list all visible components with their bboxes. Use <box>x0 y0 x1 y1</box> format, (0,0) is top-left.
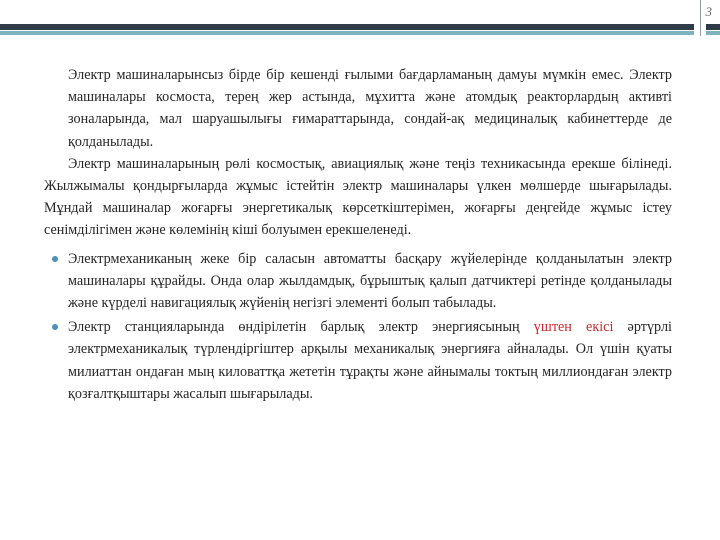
paragraph-intro: Электр машиналарынсыз бірде бір кешенді ғылыми бағдарламаның дамуы мүмкін емес. Электр машиналары космоста, терең жер астында, мұхитта және атомдық реакторлардың активті зоналарында, мал шаруашылығы ғимараттарында, сондай-ақ медициналық кабинеттерде де қолданылады. <box>68 67 672 150</box>
page-number: 3 <box>705 4 712 19</box>
header-divider <box>700 0 701 36</box>
bullet-icon <box>52 324 58 330</box>
slide-body <box>44 64 672 407</box>
header-accent-bar <box>0 31 694 35</box>
bullet-text-start: Электр станцияларында өндірілетін барлық электр энергиясының <box>68 319 534 336</box>
header-corner-accent <box>706 31 720 35</box>
bullet-item <box>44 248 672 315</box>
highlighted-text: үштен екісі <box>533 319 614 336</box>
bullet-list <box>44 248 672 405</box>
header-bar <box>0 24 694 30</box>
bullet-icon <box>52 256 58 262</box>
bullet-item <box>44 316 672 405</box>
header-corner-bar <box>706 24 720 30</box>
bullet-text: Электрмеханиканың жеке бір саласын автоматты басқару жүйелерінде қолданылатын электр машиналары құрайды. Онда олар жылдамдық, бұрыштық қалып датчиктері ретінде қолданылады және күрделі навигациялық жүйенің негізгі элементі болып табылады. <box>68 250 672 312</box>
bullet-text-end: әртүрлі электрмеханикалық түрлендіргіштер арқылы механикалық энергияға айналады. Ол үшін қуаты милиаттан ондаған мың киловаттқа жететін тұрақты және айнымалы токтың миллиондаған электр қозғалтқыштары жасалып шығарылады. <box>68 319 672 402</box>
paragraph-role: Электр машиналарының рөлі космостық, авиациялық және теңіз техникасында ерекше білінеді. Жылжымалы қондырғыларда жұмыс істейтін электр машиналары үлкен мөлшерде шығарылады. Мұндай машиналар жоғарғы энергетикалық көрсеткіштерімен, жоғарғы деңгейде жұмыс істеу сенімділігімен және көлемінің кіші болуымен ерекшеленеді. <box>44 155 672 239</box>
